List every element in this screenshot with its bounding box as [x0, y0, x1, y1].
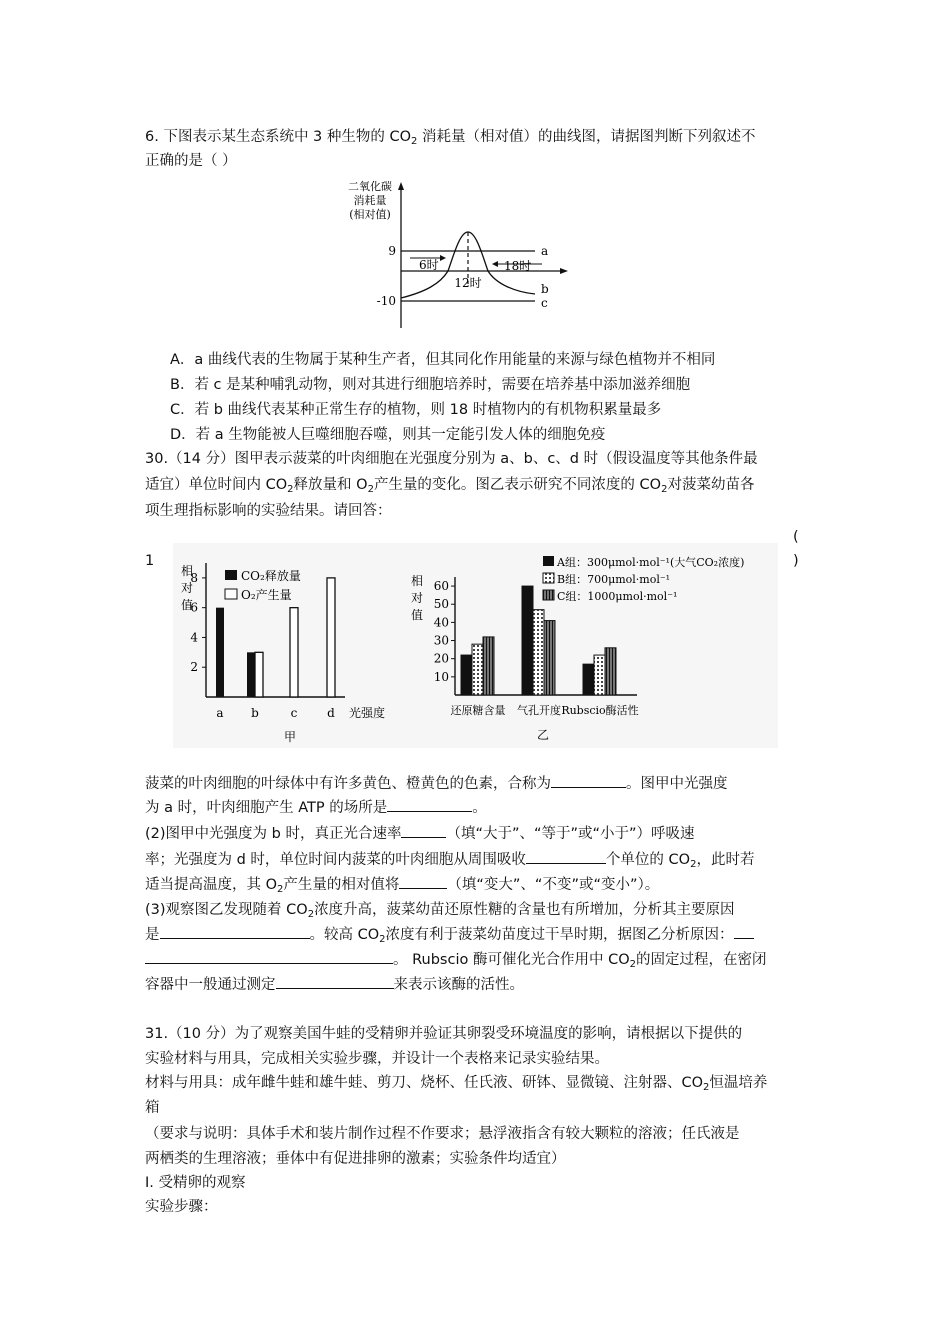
answer-blank-7[interactable] [145, 949, 393, 964]
q6-option-a: A．a 曲线代表的生物属于某种生产者，但其同化作用能量的来源与绿色植物并不相同 [170, 352, 716, 368]
jia-tick-label: 4 [190, 630, 198, 645]
jia-category-label: d [327, 706, 335, 720]
chart-yi [405, 545, 778, 745]
yi-tick-label: 40 [433, 615, 449, 630]
chart-yi-ylabel-3: 值 [410, 608, 424, 622]
q31-line7: I. 受精卵的观察 [145, 1175, 246, 1191]
answer-blank-1[interactable] [551, 773, 626, 788]
graph-ylabel-3: (相对值) [349, 208, 391, 221]
q30-line12: 容器中一般通过测定 来表示该酶的活性。 [145, 974, 524, 996]
yi-bar-series-1 [472, 644, 483, 695]
jia-tick-label: 2 [190, 660, 198, 675]
q6-option-b: B．若 c 是某种哺乳动物，则对其进行细胞培养时，需要在培养基中添加滋养细胞 [170, 377, 691, 393]
yi-tick-label: 10 [433, 669, 449, 684]
q30-line6: (2)图甲中光强度为 b 时，真正光合速率 （填“大于”、“等于”或“小于”）呼吸速 [145, 823, 695, 845]
q30-line7: 率；光强度为 d 时，单位时间内菠菜的叶肉细胞从周围吸收 个单位的 $CO_2$，此时若 [145, 849, 754, 871]
co2-consumption-graph [330, 180, 570, 330]
jia-category-label: a [216, 706, 224, 720]
q30-line10: 是 。较高 $CO_2$浓度有利于菠菜幼苗度过干旱时期，据图乙分析原因： [145, 924, 754, 946]
yi-bar-series-0 [583, 664, 594, 695]
q6-option-c: C．若 b 曲线代表某种正常生存的植物，则 18 时植物内的有机物积累量最多 [170, 402, 662, 418]
jia-bar-o2 [255, 652, 263, 697]
curve-label-a: a [541, 244, 549, 258]
q30-line5: 为 a 时，叶肉细胞产生 ATP 的场所是 。 [145, 797, 487, 819]
yi-bar-series-1 [594, 655, 605, 695]
q30-line8: 适当提高温度，其 $O_2$产生量的相对值将 （填“变大”、“不变”或“变小”）。 [145, 874, 659, 896]
q30-line1: 30.（14 分）图甲表示菠菜的叶肉细胞在光强度分别为 a、b、c、d 时（假设温度等其他条件最 [145, 451, 758, 467]
answer-blank-7a[interactable] [734, 924, 754, 939]
legend-a-swatch [543, 556, 554, 566]
q31-line4: 箱 [145, 1100, 160, 1116]
yi-tick-label: 30 [433, 633, 449, 648]
legend-co2-label: CO₂释放量 [241, 569, 301, 583]
q30-line9: (3)观察图乙发现随着 $CO_2$浓度升高，菠菜幼苗还原性糖的含量也有所增加，分析其主要原因 [145, 902, 735, 920]
answer-blank-2[interactable] [387, 797, 472, 812]
q31-line8: 实验步骤： [145, 1199, 218, 1215]
curve-label-b: b [541, 282, 549, 296]
paren-close: ) [793, 553, 799, 569]
chart-jia-ylabel-2: 对 [180, 581, 194, 595]
yi-category-label: 气孔开度 [517, 704, 561, 717]
answer-blank-5[interactable] [399, 874, 447, 889]
yi-category-label: Rubscio酶活性 [561, 704, 639, 717]
tick-9: 9 [388, 244, 396, 258]
legend-co2-swatch [225, 570, 237, 580]
q31-line5: （要求与说明：具体手术和装片制作过程不作要求；悬浮液指含有较大颗粒的溶液；任氏液是 [145, 1126, 740, 1142]
jia-bar-co2 [247, 652, 255, 697]
jia-bar-o2 [290, 608, 298, 697]
chart-jia-title: 甲 [283, 730, 297, 744]
q6-stem-line2: 正确的是（ ） [145, 153, 237, 169]
yi-bar-series-2 [544, 621, 555, 695]
label-12h: 12时 [454, 276, 482, 290]
yi-bar-series-0 [522, 586, 533, 695]
chart-jia [175, 545, 395, 745]
q6-stem-line1: 6. 下图表示某生态系统中 3 种生物的 $CO_2$ 消耗量（相对值）的曲线图，请据图判断下列叙述不 [145, 129, 756, 147]
q30-line3: 项生理指标影响的实验结果。请回答： [145, 503, 392, 519]
answer-blank-6[interactable] [160, 924, 310, 939]
jia-bar-co2 [216, 608, 224, 697]
yi-bar-series-2 [605, 648, 616, 695]
tick-minus10: -10 [376, 294, 396, 308]
answer-blank-3[interactable] [401, 823, 446, 838]
q31-line3: 材料与用具：成年雌牛蛙和雄牛蛙、剪刀、烧杯、任氏液、研钵、显微镜、注射器、$CO_2$恒温培养 [145, 1075, 768, 1093]
yi-bar-series-1 [533, 610, 544, 695]
jia-category-label: b [251, 706, 259, 720]
jia-tick-label: 6 [190, 600, 198, 615]
jia-bar-o2 [327, 578, 335, 697]
yi-tick-label: 60 [433, 579, 449, 594]
jia-category-label: c [290, 706, 298, 720]
yi-category-label: 还原糖含量 [450, 704, 506, 717]
q31-line1: 31.（10 分）为了观察美国牛蛙的受精卵并验证其卵裂受环境温度的影响，请根据以下提供的 [145, 1026, 743, 1042]
yi-bar-series-0 [461, 655, 472, 695]
q31-line6: 两栖类的生理溶液；垂体中有促进排卵的激素；实验条件均适宜） [145, 1151, 566, 1167]
chart-jia-ylabel-1: 相 [180, 564, 194, 578]
q6-option-d: D．若 a 生物能被人巨噬细胞吞噬，则其一定能引发人体的细胞免疫 [170, 427, 606, 443]
legend-c-label: C组：1000μmol·mol⁻¹ [557, 590, 678, 603]
label-18h: 18时 [504, 259, 532, 273]
legend-a-label: A组：300μmol·mol⁻¹(大气CO₂浓度) [557, 556, 745, 569]
legend-b-label: B组：700μmol·mol⁻¹ [557, 573, 671, 586]
legend-o2-swatch [225, 589, 237, 599]
chart-jia-xlabel: 光强度 [349, 706, 386, 720]
graph-ylabel-1: 二氧化碳 [348, 180, 392, 193]
legend-c-swatch [543, 590, 554, 600]
jia-tick-label: 8 [190, 570, 198, 585]
graph-ylabel-2: 消耗量 [353, 194, 387, 207]
chart-yi-title: 乙 [536, 728, 550, 742]
legend-b-swatch [543, 573, 554, 583]
label-6h: 6时 [419, 258, 439, 272]
chart-jia-ylabel-3: 值 [180, 598, 194, 612]
curve-label-c: c [541, 296, 548, 310]
yi-bar-series-2 [483, 637, 494, 695]
item-number-1: 1 [145, 553, 155, 569]
q30-line11: 。 Rubscio 酶可催化光合作用中 $CO_2$的固定过程，在密闭 [145, 949, 766, 971]
chart-yi-ylabel-2: 对 [410, 591, 424, 605]
q30-line4: 菠菜的叶肉细胞的叶绿体中有许多黄色、橙黄色的色素，合称为 。图甲中光强度 [145, 773, 728, 795]
legend-o2-label: O₂产生量 [241, 588, 292, 602]
q31-line2: 实验材料与用具，完成相关实验步骤，并设计一个表格来记录实验结果。 [145, 1051, 609, 1067]
q30-line2: 适宜）单位时间内 $CO_2$释放量和 $O_2$产生量的变化。图乙表示研究不同浓度的 $CO_2$对菠菜幼苗各 [145, 477, 755, 495]
chart-yi-ylabel-1: 相 [410, 574, 424, 588]
answer-blank-4[interactable] [526, 849, 606, 864]
paren-open: ( [793, 529, 799, 545]
answer-blank-8[interactable] [276, 974, 394, 989]
yi-tick-label: 50 [433, 597, 449, 612]
yi-tick-label: 20 [433, 651, 449, 666]
